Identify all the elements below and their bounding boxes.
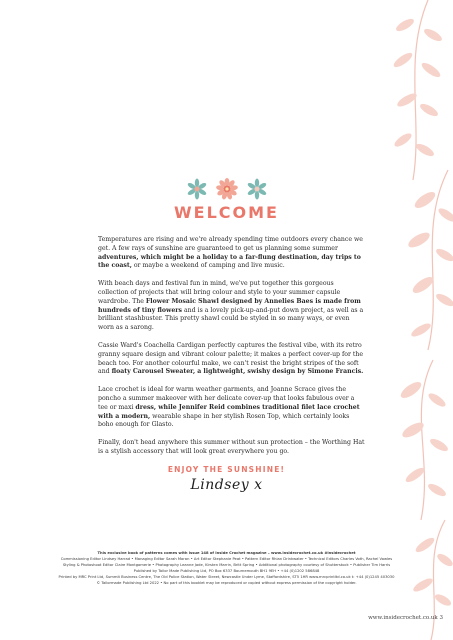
paragraph-4: Lace crochet is ideal for warm weather garments, and Joanne Scrace gives the poncho a summer makeover with her delicate cover-up that looks fabulous over a tee or maxi dress, while Jennifer Reid combines traditional filet lace crochet with a modern, wearable shape in her stylish Rosen Top, which certainly looks boho enough for Glasto. [98, 386, 360, 429]
signature: Lindsey x [190, 477, 263, 493]
credits-line: Printed by MRC Print Ltd, Summit Business Centre, The Old Police Station, Water Street, Newcastle Under Lyme, Staffordshire, ST5 1HR www.mrcprintltd.co.uk t: +44 (0)1245 403030 [58, 575, 395, 579]
paragraph-1: Temperatures are rising and we're already spending time outdoors every chance we get. A few rays of sunshine are guaranteed to get us planning some summer adventures, which might be a holiday to a far-flung destination, day trips to the coast, or maybe a weekend of camping and live music. [98, 236, 363, 270]
closing-heading: ENJOY THE SUNSHINE! [167, 465, 286, 474]
flower-motifs [186, 178, 268, 200]
paragraph-5: Finally, don't head anywhere this summer without sun protection – the Worthing Hat is a stylish accessory that will look great everywhere you go. [98, 439, 365, 455]
credits-line: This exclusive book of patterns comes with issue 148 of Inside Crochet magazine – www.insidecrochet.co.uk #insidecrochet [97, 551, 356, 555]
credits-line: Styling & Photoshoot Editor Claire Montgomerie • Photography Leanne Jade, Kirsten Marrin, Britt Spring • Additional photography courtesy of Shutterstock • Publisher Tim Harris [62, 563, 391, 567]
credits-line: Published by Tailor Made Publishing Ltd, PO Box 6337 Bournemouth BH1 9EH • +44 (0)1202 586848 [133, 569, 320, 573]
teal-flower-icon [247, 179, 267, 200]
pink-flower-icon [216, 178, 238, 200]
credits-block [20, 550, 433, 586]
teal-flower-icon [187, 179, 207, 200]
editorial-body [98, 236, 366, 466]
page-title: WELCOME [174, 203, 279, 222]
credits-line: Commissioning Editor Lindsey Harrad • Managing Editor Sarah Moran • Art Editor Stephanie Peat • Pattern Editor Rhian Drinkwater • Technical Editors Charles Voth, Rachel Vowles [60, 557, 393, 561]
paragraph-2: With beach days and festival fun in mind, we've put together this gorgeous collection of projects that will bring colour and style to your summer capsule wardrobe. The Flower Mosaic Shawl designed by Annelies Baes is made from hundreds of tiny flowers and is a lovely pick-up-and-put down project, as well as a brilliant stashbuster. This pretty shawl could be styled in so many ways, or even worn as a sarong. [98, 280, 364, 332]
credits-line: © Tailormade Publishing Ltd 2022 • No part of this booklet may be reproduced or copied without express permission of the copyright holder. [96, 581, 357, 585]
paragraph-3: Cassie Ward's Coachella Cardigan perfectly captures the festival vibe, with its retro granny square design and vibrant colour palette; it makes a perfect cover-up for the beach too. For another colourful make, we can't resist the bright stripes of the soft and floaty Carousel Sweater, a lightweight, swishy design by Simone Francis. [98, 341, 364, 376]
page-footer: www.insidecrochet.co.uk 3 [368, 615, 443, 621]
